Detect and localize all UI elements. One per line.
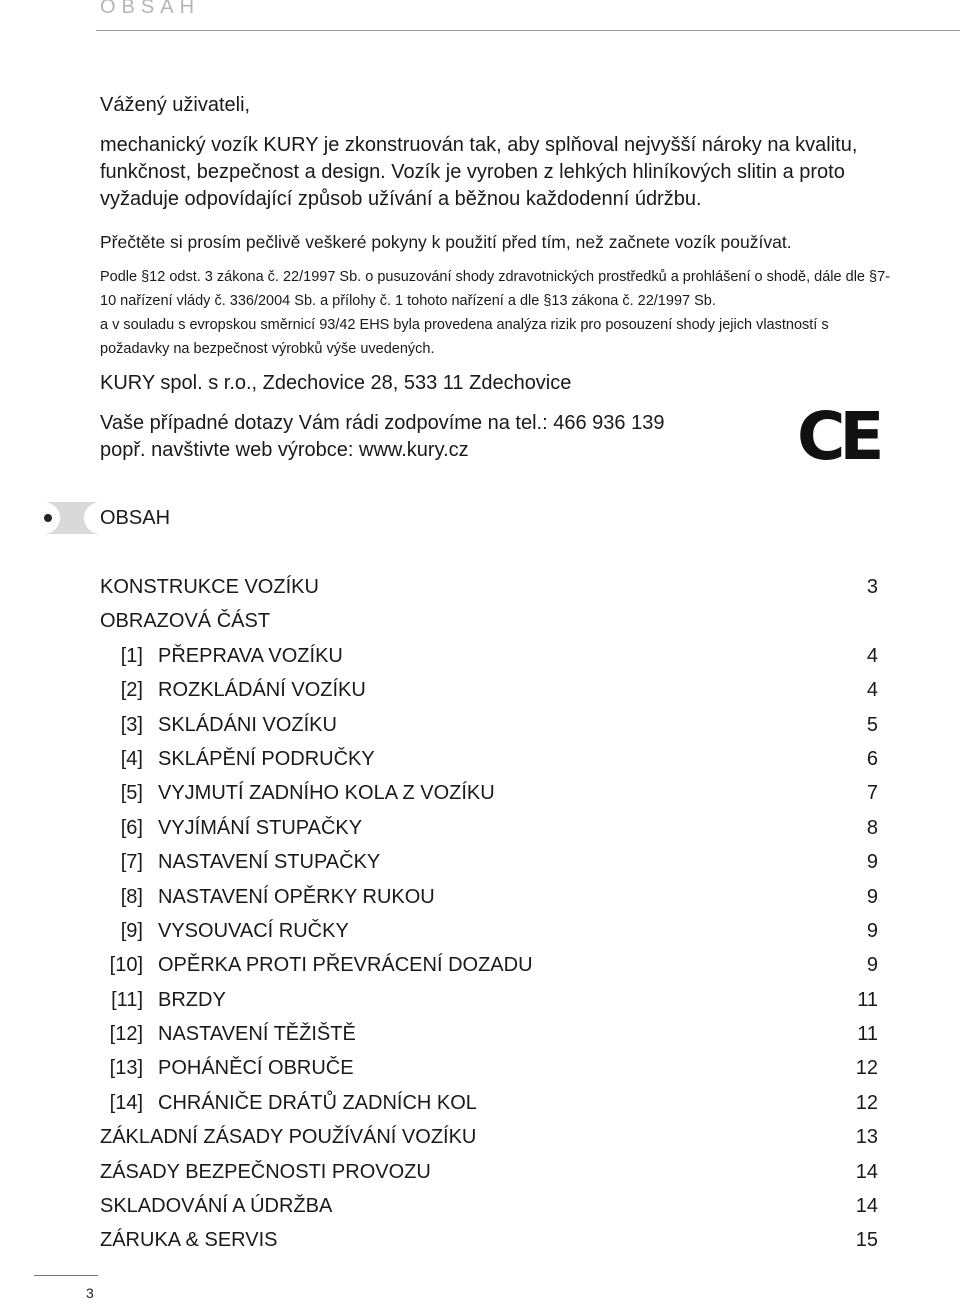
toc-entry-page: 8: [866, 816, 878, 839]
toc-entry-page: 14: [855, 1195, 878, 1218]
toc-entry-label: POHÁNĚCÍ OBRUČE: [158, 1057, 354, 1080]
toc-entry: [100, 983, 880, 1017]
toc-entry-label: OPĚRKA PROTI PŘEVRÁCENÍ DOZADU: [158, 954, 533, 977]
toc-entry: [100, 1120, 880, 1154]
toc-entry: [100, 1189, 880, 1223]
toc-entry: [100, 880, 880, 914]
toc-entry: [100, 742, 880, 776]
toc-entry-number: [9]: [120, 919, 143, 942]
toc-entry-page: 14: [855, 1160, 878, 1183]
toc-entry-label: OBRAZOVÁ ČÁST: [100, 610, 271, 633]
page-header-title: OBSAH: [100, 0, 201, 18]
toc-entry-number: [14]: [109, 1091, 143, 1114]
toc-entry-page: 9: [866, 919, 878, 942]
toc-entry-number: [7]: [120, 851, 143, 874]
toc-entry-label: PŘEPRAVA VOZÍKU: [158, 644, 343, 667]
toc-entry-page: 5: [866, 713, 878, 736]
toc-entry: [100, 1051, 880, 1085]
toc-entry-page: 13: [855, 1126, 878, 1149]
toc-entry-number: [12]: [109, 1023, 143, 1046]
toc-entry: [100, 776, 880, 810]
toc-entry-number: [1]: [120, 644, 143, 667]
toc-entry-page: 3: [866, 576, 878, 598]
legal-text-1: Podle §12 odst. 3 zákona č. 22/1997 Sb. o pusuzování shody zdravotnických prostředků a prohlášení o shodě, dále dle §7- 10 nařízení vlády č. 336/2004 Sb. a přílohy č. 1 tohoto nařízení a dle §13 zákona č. 22/1997 Sb.: [100, 269, 890, 309]
table-of-contents: [100, 570, 880, 1258]
toc-entry-label: ZÁKLADNÍ ZÁSADY POUŽÍVÁNÍ VOZÍKU: [100, 1126, 477, 1149]
toc-entry-label: VYSOUVACÍ RUČKY: [158, 919, 349, 942]
toc-entry-page: 12: [855, 1057, 878, 1080]
toc-entry-label: BRZDY: [158, 988, 226, 1011]
toc-entry: [100, 1017, 880, 1051]
toc-entry-page: 9: [866, 885, 878, 908]
toc-entry: [100, 1223, 880, 1257]
section-title: OBSAH: [100, 507, 171, 529]
toc-entry-page: 11: [857, 988, 878, 1011]
toc-entry-label: VYJÍMÁNÍ STUPAČKY: [158, 816, 363, 839]
greeting: Vážený uživateli,: [100, 94, 251, 116]
toc-entry: [100, 1155, 880, 1189]
toc-entry-label: ROZKLÁDÁNÍ VOZÍKU: [158, 679, 366, 702]
instructions-note: Přečtěte si prosím pečlivě veškeré pokyny k použití před tím, než začnete vozík používat.: [100, 232, 792, 252]
toc-entry: [100, 570, 880, 604]
toc-entry-page: 4: [866, 679, 878, 702]
toc-entry: [100, 948, 880, 982]
toc-entry-number: [2]: [120, 679, 143, 702]
toc-entry: [100, 1086, 880, 1120]
toc-entry-label: NASTAVENÍ STUPAČKY: [158, 851, 381, 874]
toc-entry: [100, 673, 880, 707]
toc-entry-number: [5]: [120, 782, 143, 805]
toc-entry-number: [10]: [109, 954, 143, 977]
toc-entry-page: 11: [857, 1023, 878, 1046]
page-number: 3: [86, 1285, 94, 1301]
toc-entry-number: [13]: [109, 1057, 143, 1080]
toc-entry-label: NASTAVENÍ TĚŽIŠTĚ: [158, 1023, 356, 1046]
bullet-icon: [44, 514, 52, 522]
toc-entry-label: SKLADOVÁNÍ A ÚDRŽBA: [100, 1195, 333, 1218]
toc-entry-label: ZÁRUKA & SERVIS: [100, 1229, 278, 1252]
toc-entry-number: [11]: [111, 988, 143, 1011]
contact-phone: Vaše případné dotazy Vám rádi zodpovíme na tel.: 466 936 139: [100, 412, 665, 434]
toc-entry: [100, 845, 880, 879]
toc-entry: [100, 708, 880, 742]
ce-mark-logo: CE: [797, 398, 879, 475]
toc-entry-label: ZÁSADY BEZPEČNOSTI PROVOZU: [100, 1160, 431, 1183]
company-address: KURY spol. s r.o., Zdechovice 28, 533 11 Zdechovice: [100, 372, 572, 394]
toc-entry-number: [4]: [120, 747, 143, 770]
intro-paragraph: mechanický vozík KURY je zkonstruován tak, aby splňoval nejvyšší nároky na kvalitu, funkčnost, bezpečnost a design. Vozík je vyroben z lehkých hliníkových slitin a proto vyžaduje odpovídající způsob užívání a běžnou každodenní údržbu.: [100, 134, 858, 210]
footer-divider: [34, 1275, 98, 1276]
toc-entry-page: 12: [855, 1091, 878, 1114]
toc-entry-number: [3]: [120, 713, 143, 736]
toc-entry-label: CHRÁNIČE DRÁTŮ ZADNÍCH KOL: [158, 1091, 477, 1114]
header-divider: [96, 30, 960, 31]
contact-web: popř. navštivte web výrobce: www.kury.cz: [100, 439, 469, 461]
toc-entry-page: 9: [866, 851, 878, 874]
toc-entry-page: 15: [855, 1229, 878, 1252]
toc-entry: [100, 914, 880, 948]
toc-entry-label: NASTAVENÍ OPĚRKY RUKOU: [158, 885, 435, 908]
toc-entry-number: [6]: [120, 816, 143, 839]
toc-entry-page: 9: [866, 954, 878, 977]
toc-entry-page: 4: [866, 644, 878, 667]
toc-entry-label: VYJMUTÍ ZADNÍHO KOLA Z VOZÍKU: [158, 782, 495, 805]
toc-entry-number: [8]: [120, 885, 143, 908]
toc-entry: [100, 604, 880, 638]
toc-entry-label: SKLÁDÁNI VOZÍKU: [158, 713, 337, 736]
legal-text-2: a v souladu s evropskou směrnicí 93/42 EHS byla provedena analýza rizik pro posouzení shody jejich vlastností s požadavky na bezpečnost výrobků výše uvedených.: [100, 317, 829, 357]
toc-entry-label: KONSTRUKCE VOZÍKU: [100, 576, 319, 598]
toc-entry-page: 6: [866, 747, 878, 770]
toc-entry: [100, 639, 880, 673]
toc-entry-page: 7: [866, 782, 878, 805]
toc-entry-label: SKLÁPĚNÍ PODRUČKY: [158, 747, 375, 770]
toc-entry: [100, 811, 880, 845]
